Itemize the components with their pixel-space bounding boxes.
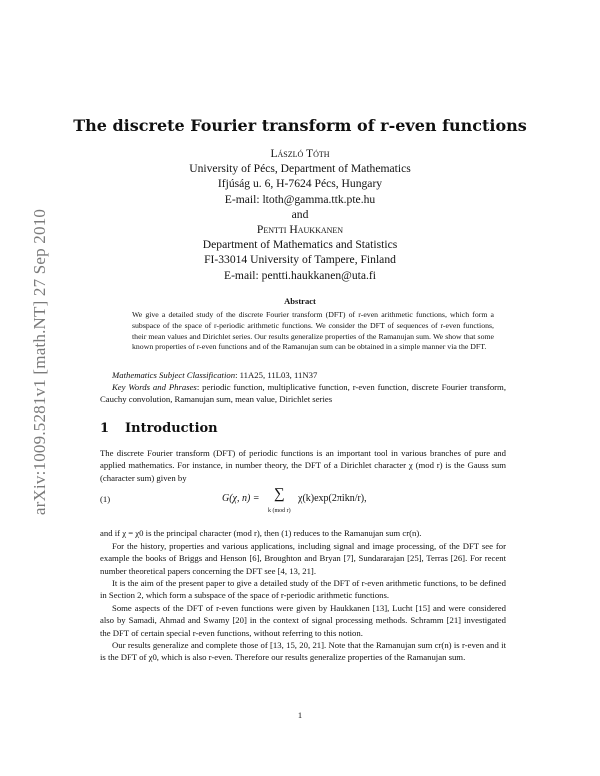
equation-rhs: χ(k)exp(2πikn/r), <box>298 493 367 504</box>
author-block <box>0 146 600 283</box>
keywords-line <box>100 381 506 406</box>
paragraph: It is the aim of the present paper to give a detailed study of the DFT of r-even arithmetic functions, to be defined in Section 2, which form a subspace of the space of r-periodic arithmetic functions. <box>100 578 506 601</box>
paper-title: The discrete Fourier transform of r-even functions <box>73 116 527 135</box>
equation-lhs: G(χ, n) = <box>222 493 260 504</box>
abstract-heading: Abstract <box>284 296 316 306</box>
page-number: 1 <box>297 710 303 720</box>
paragraph: Our results generalize and complete those of [13, 15, 20, 21]. Note that the Ramanujan sum cr(n) is r-even and it is the DFT of χ0, which is also r-even. Therefore our results generalize properties of the Ramanujan sum. <box>100 640 506 663</box>
author-email-line: E-mail: ltoth@gamma.ttk.pte.hu <box>224 192 376 206</box>
paragraph: Some aspects of the DFT of r-even functions were given by Haukkanen [13], Lucht [15] and were considered also by Samadi, Ahmad and Swamy [20] in the context of signal processing methods. Schramm [21] investigated the DFT of certain special r-even functions, without referring to this notion. <box>100 603 506 638</box>
equation-number: (1) <box>100 494 111 504</box>
paragraph: The discrete Fourier transform (DFT) of periodic functions is an important tool in various branches of pure and applied mathematics. For instance, in number theory, the DFT of a Dirichlet character χ (mod r) is the Gauss sum (character sum) given by <box>100 448 506 483</box>
author-affiliation-line: University of Pécs, Department of Mathematics <box>189 162 411 176</box>
section-title: Introduction <box>125 421 218 436</box>
author-address-line: FI-33014 University of Tampere, Finland <box>204 253 396 267</box>
author-affiliation-line: Department of Mathematics and Statistics <box>202 238 398 252</box>
author-email-line: E-mail: pentti.haukkanen@uta.fi <box>223 268 376 282</box>
keywords-value: : periodic function, multiplicative function, r-even function, discrete Fourier transform, Cauchy convolution, Ramanujan sum, mean value, Dirichlet series <box>100 382 506 405</box>
msc-value: : 11A25, 11L03, 11N37 <box>235 370 318 380</box>
msc-line <box>112 369 512 381</box>
summation-subscript: k (mod r) <box>268 508 291 514</box>
msc-label: Mathematics Subject Classification <box>112 370 236 380</box>
author-separator: and <box>291 207 309 221</box>
author-name: Pentti Haukkanen <box>256 223 344 237</box>
author-address-line: Ifjúság u. 6, H-7624 Pécs, Hungary <box>217 177 383 191</box>
author-name: László Tóth <box>270 147 330 160</box>
abstract-text: We give a detailed study of the discrete Fourier transform (DFT) of r-even arithmetic functions, which form a subspace of the space of r-periodic arithmetic functions. We consider the DFT of sequences of r-even functions, their mean values and Dirichlet series. Our results generalize properties of the Ramanujan sum. We show that some known properties of r-even functions and of the Ramanujan sum can be obtained in a simple manner via the DFT. <box>132 310 494 352</box>
section-heading <box>100 421 234 436</box>
section-number: 1 <box>100 421 110 436</box>
paragraph: For the history, properties and various applications, including signal and image processing, of the DFT see for example the books of Briggs and Henson [6], Broughton and Bryan [7], Sundararajan [25], Terras [26]. For recent number theoretical papers concerning the DFT see [4, 13, 21]. <box>100 541 506 576</box>
summation-symbol: ∑ <box>274 486 285 502</box>
paragraph: and if χ = χ0 is the principal character (mod r), then (1) reduces to the Ramanujan sum cr(n). <box>100 528 422 538</box>
keywords-label: Key Words and Phrases <box>112 382 197 392</box>
arxiv-identifier: arXiv:1009.5281v1 [math.NT] 27 Sep 2010 <box>30 208 49 516</box>
